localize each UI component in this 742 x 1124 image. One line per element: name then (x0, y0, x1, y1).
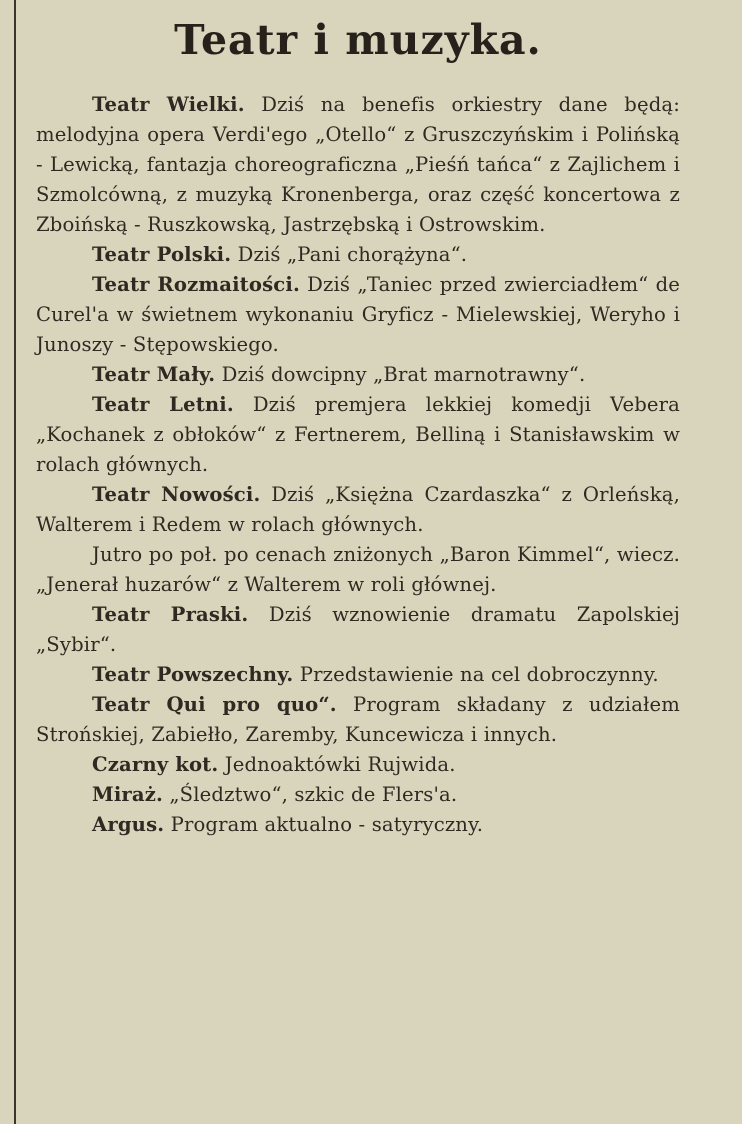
notice-text: Dziś premjera lekkiej komedji Vebera „Kochanek z obłoków“ z Fertnerem, Belliną i Stanisławskim w rolach głównych. (36, 393, 680, 476)
notice-text: Przedstawienie na cel dobroczynny. (293, 663, 659, 686)
notice-lead: Teatr Powszechny. (92, 663, 294, 686)
notice-teatr-maly (36, 360, 680, 390)
notice-teatr-powszechny (36, 660, 680, 690)
column-rule (14, 0, 16, 1124)
notice-teatr-letni (36, 390, 680, 480)
notice-text: Jednoaktówki Rujwida. (218, 753, 456, 776)
notice-lead: Czarny kot. (92, 753, 219, 776)
notice-text: Dziś „Pani chorążyna“. (231, 243, 468, 266)
notice-lead: Teatr Nowości. (92, 483, 261, 506)
notice-teatr-rozmaitosci (36, 270, 680, 360)
notice-lead: Teatr Wielki. (92, 93, 245, 116)
notice-text: Dziś wznowienie dramatu Zapolskiej „Sybir“. (36, 603, 680, 656)
notice-lead: Teatr Qui pro quo“. (92, 693, 337, 716)
section-title: Teatr i muzyka. (174, 16, 542, 64)
notice-lead: Teatr Praski. (92, 603, 249, 626)
notice-teatr-nowosci-jutro (36, 540, 680, 600)
notice-text: Dziś na benefis orkiestry dane będą: melodyjna opera Verdi'ego „Otello“ z Gruszczyńskim i Polińską - Lewicką, fantazja choreograficzna „Pieśń tańca“ z Zajlichem i Szmolcówną, z muzyką Kronenberga, oraz część koncertowa z Zboińską - Ruszkowską, Jastrzębską i Ostrowskim. (36, 93, 680, 236)
notice-lead: Miraż. (92, 783, 163, 806)
notice-text: Program aktualno - satyryczny. (164, 813, 484, 836)
notice-teatr-polski (36, 240, 680, 270)
notice-miraz (36, 780, 680, 810)
notice-text: Dziś dowcipny „Brat marnotrawny“. (215, 363, 586, 386)
notice-text: „Śledztwo“, szkic de Flers'a. (163, 783, 458, 806)
notice-lead: Teatr Rozmaitości. (92, 273, 300, 296)
notice-teatr-wielki (36, 90, 680, 240)
notice-text: Program składany z udziałem Strońskiej, Zabiełło, Zaremby, Kuncewicza i innych. (36, 693, 681, 746)
notice-lead: Argus. (92, 813, 165, 836)
notice-czarny-kot (36, 750, 680, 780)
notice-lead: Teatr Mały. (92, 363, 216, 386)
notice-teatr-qui-pro-quo (36, 690, 680, 750)
notice-argus (36, 810, 680, 840)
notice-teatr-nowosci (36, 480, 680, 540)
notice-teatr-praski (36, 600, 680, 660)
notice-lead: Teatr Polski. (92, 243, 232, 266)
notice-text: Dziś „Księżna Czardaszka“ z Orleńską, Walterem i Redem w rolach głównych. (36, 483, 680, 536)
column (36, 0, 680, 840)
notice-lead: Teatr Letni. (92, 393, 234, 416)
notice-text: Dziś „Taniec przed zwierciadłem“ de Curel'a w świetnem wykonaniu Gryficz - Mielewskiej, Weryho i Junoszy - Stępowskiego. (36, 273, 681, 356)
notice-text: Jutro po poł. po cenach zniżonych „Baron Kimmel“, wiecz. „Jenerał huzarów“ z Walterem w roli głównej. (36, 543, 680, 596)
